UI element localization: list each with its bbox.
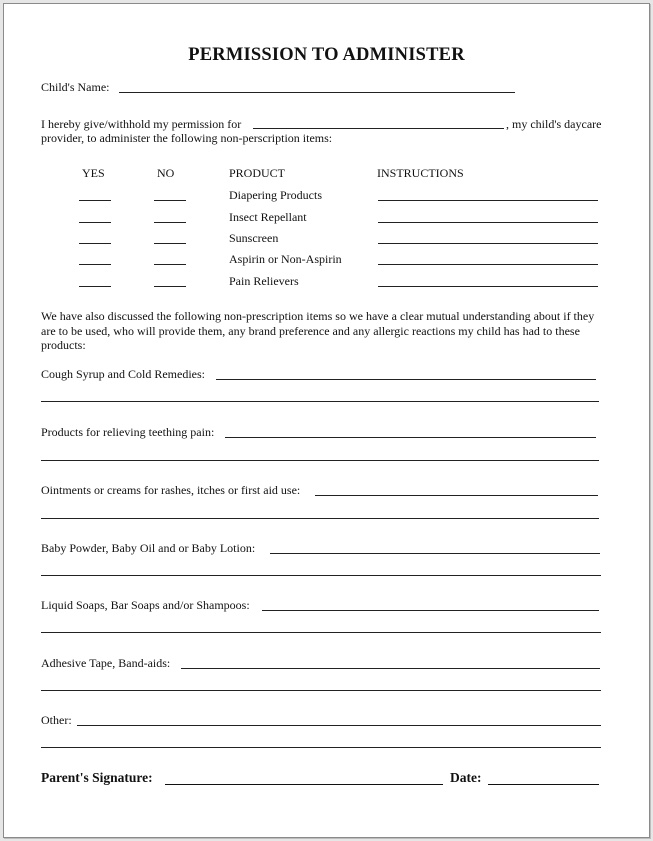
child-name-field[interactable] <box>119 92 515 93</box>
product-label: Sunscreen <box>229 231 279 245</box>
header-no: NO <box>157 166 175 180</box>
yes-field[interactable] <box>79 264 111 265</box>
item-field-line-1[interactable] <box>216 379 596 380</box>
no-field[interactable] <box>154 243 186 244</box>
header-product: PRODUCT <box>229 166 286 180</box>
instructions-field[interactable] <box>378 222 598 223</box>
item-field-line-1[interactable] <box>270 553 600 554</box>
header-yes: YES <box>82 166 105 180</box>
product-label: Pain Relievers <box>229 274 299 288</box>
product-label: Insect Repellant <box>229 210 307 224</box>
item-field-line-1[interactable] <box>77 725 601 726</box>
form-title: PERMISSION TO ADMINISTER <box>188 45 465 65</box>
permission-text-end: , my child's daycare <box>506 117 602 131</box>
instructions-field[interactable] <box>378 264 598 265</box>
no-field[interactable] <box>154 264 186 265</box>
document-frame <box>3 3 650 838</box>
child-name-label: Child's Name: <box>41 80 110 94</box>
product-label: Diapering Products <box>229 188 322 202</box>
no-field[interactable] <box>154 222 186 223</box>
yes-field[interactable] <box>79 286 111 287</box>
item-field-line-2[interactable] <box>41 690 601 691</box>
item-field-line-2[interactable] <box>41 632 601 633</box>
item-field-line-2[interactable] <box>41 518 599 519</box>
parent-signature-label: Parent's Signature: <box>41 770 153 785</box>
item-field-line-2[interactable] <box>41 401 599 402</box>
date-label: Date: <box>450 770 482 785</box>
item-label-adhesive-tape: Adhesive Tape, Band-aids: <box>41 656 171 670</box>
header-instructions: INSTRUCTIONS <box>377 166 464 180</box>
instructions-field[interactable] <box>378 200 598 201</box>
item-field-line-1[interactable] <box>225 437 596 438</box>
discussion-paragraph: We have also discussed the following non-prescription items so we have a clear mutual understanding about if they are to be used, who will provide them, any brand preference and any allergic reactions my child has had to these products: <box>41 309 595 352</box>
item-field-line-2[interactable] <box>41 460 599 461</box>
item-field-line-1[interactable] <box>262 610 599 611</box>
no-field[interactable] <box>154 286 186 287</box>
item-label-ointments: Ointments or creams for rashes, itches or first aid use: <box>41 483 301 497</box>
no-field[interactable] <box>154 200 186 201</box>
permission-text-line-2: provider, to administer the following non-perscription items: <box>41 131 333 145</box>
item-field-line-2[interactable] <box>41 575 601 576</box>
item-label-soaps: Liquid Soaps, Bar Soaps and/or Shampoos: <box>41 598 250 612</box>
provider-name-field[interactable] <box>253 128 504 129</box>
item-label-baby-products: Baby Powder, Baby Oil and or Baby Lotion: <box>41 541 256 555</box>
permission-text-start: I hereby give/withhold my permission for <box>41 117 242 131</box>
date-field[interactable] <box>488 784 599 785</box>
item-label-cough-syrup: Cough Syrup and Cold Remedies: <box>41 367 205 381</box>
instructions-field[interactable] <box>378 286 598 287</box>
item-field-line-1[interactable] <box>315 495 598 496</box>
parent-signature-field[interactable] <box>165 784 443 785</box>
item-label-teething: Products for relieving teething pain: <box>41 425 215 439</box>
item-field-line-1[interactable] <box>181 668 600 669</box>
item-label-other: Other: <box>41 713 72 727</box>
product-label: Aspirin or Non-Aspirin <box>229 252 342 266</box>
yes-field[interactable] <box>79 200 111 201</box>
permission-form <box>4 4 649 837</box>
yes-field[interactable] <box>79 222 111 223</box>
yes-field[interactable] <box>79 243 111 244</box>
item-field-line-2[interactable] <box>41 747 601 748</box>
instructions-field[interactable] <box>378 243 598 244</box>
